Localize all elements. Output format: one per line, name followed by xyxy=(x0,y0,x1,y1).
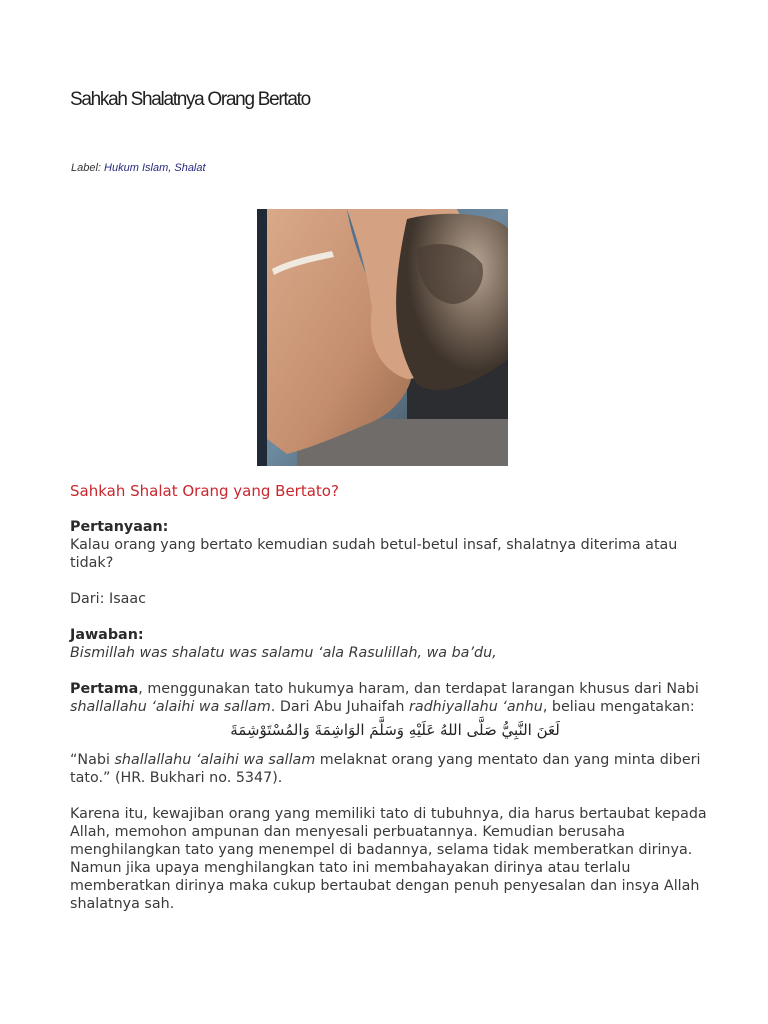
first-point xyxy=(70,680,720,716)
label-link-shalat[interactable]: Shalat xyxy=(174,162,206,174)
section-heading: Sahkah Shalat Orang yang Bertato? xyxy=(70,482,339,500)
question-text: Kalau orang yang bertato kemudian sudah betul-betul insaf, shalatnya diterima atau tidak? xyxy=(70,537,678,571)
first-point-text-2: . Dari Abu Juhaifah xyxy=(270,699,409,715)
label-prefix: Label: xyxy=(71,162,101,174)
hadith-arabic: لَعَنَ النَّبِيُّ صَلَّى اللهُ عَلَيْهِ وَسَلَّمَ الوَاشِمَةَ وَالمُسْتَوْشِمَةَ xyxy=(230,721,560,739)
label-separator: , xyxy=(168,162,175,174)
page-title: Sahkah Shalatnya Orang Bertato xyxy=(70,89,310,110)
article-photo xyxy=(257,209,508,466)
first-point-bold: Pertama xyxy=(70,681,139,697)
conclusion-paragraph: Karena itu, kewajiban orang yang memiliki tato di tubuhnya, dia harus bertaubat kepada Allah, memohon ampunan dan menyesali perbuatannya. Kemudian berusaha menghilangkan tato yang menempel di badannya, selama tidak memberatkan dirinya. Namun jika upaya menghilangkan tato ini membahayakan dirinya atau terlalu memberatkan dirinya maka cukup bertaubat dengan penuh penyesalan dan insya Allah shalatnya sah. xyxy=(70,806,707,912)
translation-text-2: melaknat orang yang mentato dan yang minta diberi tato.” (HR. Bukhari no. 5347). xyxy=(70,752,701,786)
hadith-translation xyxy=(70,751,720,787)
answer-opening-text: Bismillah was shalatu was salamu ‘ala Rasulillah, wa ba’du, xyxy=(70,645,497,661)
first-point-italic-1: shallallahu ‘alaihi wa sallam xyxy=(70,699,271,715)
answer-label: Jawaban: xyxy=(70,627,144,643)
article-body xyxy=(70,482,720,913)
first-point-italic-2: radhiyallahu ‘anhu xyxy=(408,699,543,715)
label-line xyxy=(71,162,206,174)
label-link-hukum-islam[interactable]: Hukum Islam xyxy=(104,162,169,174)
first-point-text-3: , beliau mengatakan: xyxy=(542,699,695,715)
first-point-text-1: , menggunakan tato hukumya haram, dan terdapat larangan khusus dari Nabi xyxy=(138,681,699,697)
question-from: Dari: Isaac xyxy=(70,591,147,607)
translation-italic: shallallahu ‘alaihi wa sallam xyxy=(114,752,316,768)
translation-text-1: “Nabi xyxy=(70,752,115,768)
question-label: Pertanyaan: xyxy=(70,519,169,535)
answer-opening xyxy=(70,644,720,662)
